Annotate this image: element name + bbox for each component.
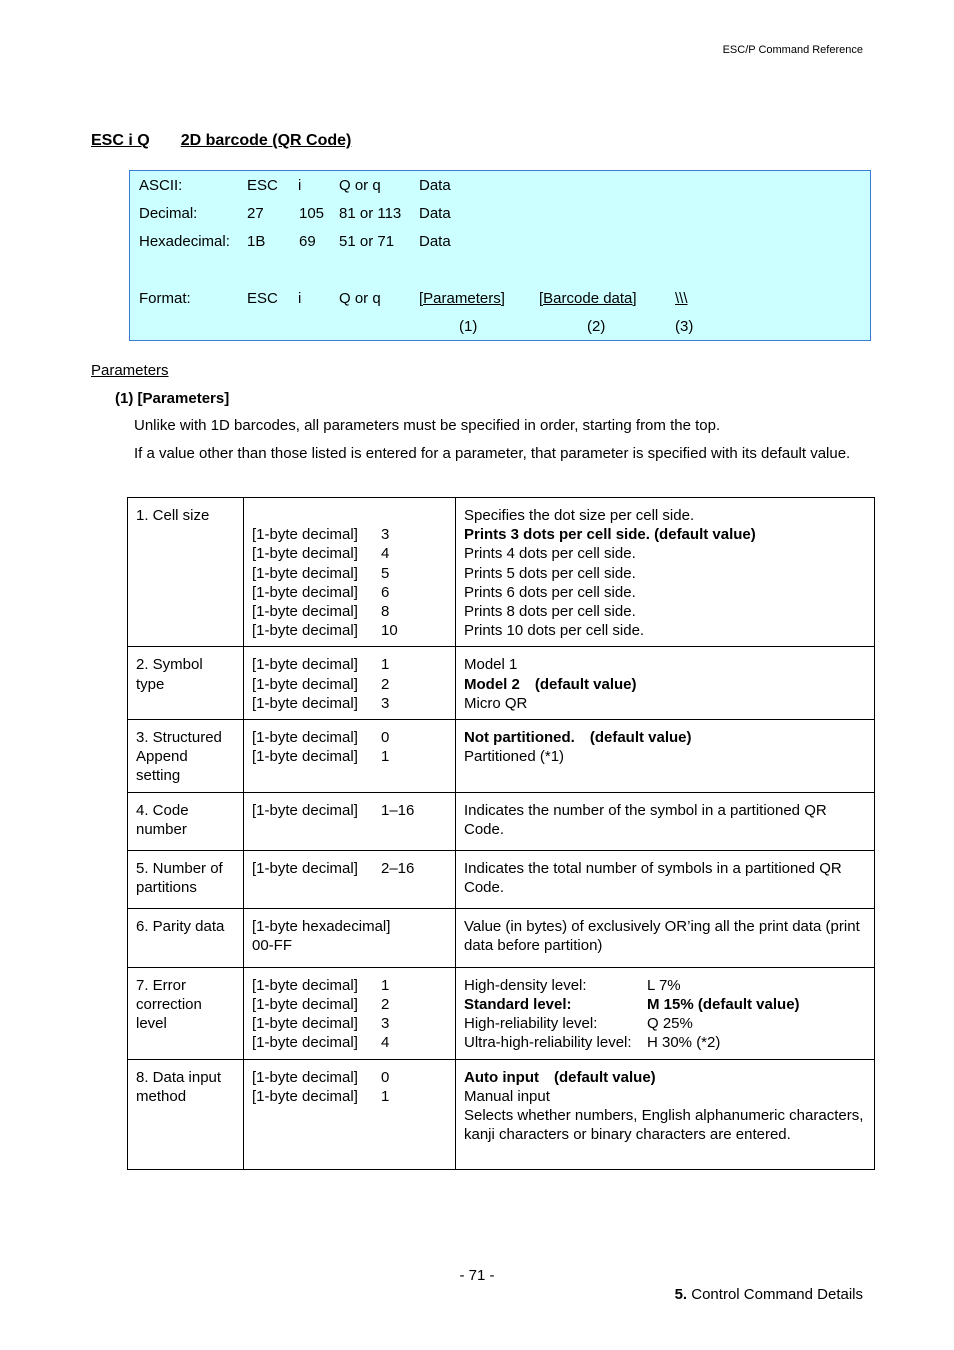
table-row: [128, 647, 875, 720]
format-note-1: (1): [459, 318, 478, 335]
decimal-label: Decimal:: [139, 205, 198, 222]
table-row: [128, 850, 875, 908]
param-name: 8. Data input method: [128, 1059, 244, 1169]
table-row: [128, 498, 875, 647]
param-values: [1-byte decimal] 1 [1-byte decimal] 2 [1-byte decimal] 3: [244, 647, 456, 720]
format-c2: i: [298, 290, 302, 307]
format-c1: ESC: [247, 290, 278, 307]
format-terminator: \\\: [675, 290, 688, 307]
command-syntax-box: [129, 170, 871, 341]
ascii-c4: Data: [419, 177, 451, 194]
param-name: 7. Error correction level: [128, 967, 244, 1059]
param-description: Auto input (default value) Manual input Selects whether numbers, English alphanumeric characters, kanji characters or binary characters are entered.: [456, 1059, 875, 1169]
format-note-2: (2): [587, 318, 606, 335]
param-values: [1-byte decimal] 3 [1-byte decimal] 4 [1-byte decimal] 5 [1-byte decimal] 6 [1-byte decimal] 8 [1-byte decimal] 10: [244, 498, 456, 647]
format-label: Format:: [139, 290, 191, 307]
table-row: [128, 720, 875, 793]
ascii-label: ASCII:: [139, 177, 183, 194]
title-name: 2D barcode (QR Code): [180, 132, 352, 149]
param-description: High-density level: L 7% Standard level: M 15% (default value) High-reliability level: Q 25% Ultra-high-reliability level: H 30% (*2): [456, 967, 875, 1059]
param-values: [1-byte decimal] 1–16: [244, 792, 456, 850]
param-values: [1-byte hexadecimal] 00-FF: [244, 908, 456, 967]
param-values: [1-byte decimal] 1 [1-byte decimal] 2 [1-byte decimal] 3 [1-byte decimal] 4: [244, 967, 456, 1059]
hex-c4: Data: [419, 233, 451, 250]
param-description: Specifies the dot size per cell side. Prints 3 dots per cell side. (default value) Prints 4 dots per cell side. Prints 5 dots per cell side. Prints 6 dots per cell side. Prints 8 dots per cell side. Prints 10 dots per cell side.: [456, 498, 875, 647]
running-header: ESC/P Command Reference: [722, 44, 863, 56]
table-row: [128, 1059, 875, 1169]
hex-label: Hexadecimal:: [139, 233, 230, 250]
param-values: [1-byte decimal] 2–16: [244, 850, 456, 908]
section-title: [91, 132, 351, 150]
ascii-c3: Q or q: [339, 177, 381, 194]
title-command: ESC i Q: [91, 132, 150, 149]
parameters-table: [127, 497, 875, 1170]
table-row: [128, 792, 875, 850]
decimal-c3: 81 or 113: [339, 205, 402, 222]
running-footer: 5. Control Command Details: [674, 1286, 863, 1303]
param-description: Value (in bytes) of exclusively OR’ing all the print data (print data before partition): [456, 908, 875, 967]
param-name: 6. Parity data: [128, 908, 244, 967]
param-name: 2. Symbol type: [128, 647, 244, 720]
decimal-c1: 27: [247, 205, 264, 222]
intro-paragraph-2: If a value other than those listed is entered for a parameter, that parameter is specified with its default value.: [134, 445, 851, 462]
decimal-c4: Data: [419, 205, 451, 222]
param-values: [1-byte decimal] 0 [1-byte decimal] 1: [244, 1059, 456, 1169]
param-name: 1. Cell size: [128, 498, 244, 647]
hex-c1: 1B: [247, 233, 266, 250]
parameters-heading: Parameters: [91, 362, 169, 379]
page-number: - 71 -: [459, 1267, 495, 1284]
param-description: Not partitioned. (default value) Partitioned (*1): [456, 720, 875, 793]
ascii-c2: i: [298, 177, 302, 194]
format-parameters: [Parameters]: [419, 290, 505, 307]
format-barcode-data: [Barcode data]: [539, 290, 637, 307]
param-description: Model 1 Model 2 (default value) Micro QR: [456, 647, 875, 720]
param-name: 3. Structured Append setting: [128, 720, 244, 793]
param-values: [1-byte decimal] 0 [1-byte decimal] 1: [244, 720, 456, 793]
table-row: [128, 967, 875, 1059]
intro-paragraph-1: Unlike with 1D barcodes, all parameters must be specified in order, starting from the top.: [134, 417, 721, 434]
parameters-subheading: (1) [Parameters]: [115, 390, 230, 407]
hex-c3: 51 or 71: [339, 233, 395, 250]
hex-c2: 69: [299, 233, 316, 250]
param-name: 5. Number of partitions: [128, 850, 244, 908]
format-note-3: (3): [675, 318, 694, 335]
param-description: Indicates the total number of symbols in a partitioned QR Code.: [456, 850, 875, 908]
format-c3: Q or q: [339, 290, 381, 307]
table-row: [128, 908, 875, 967]
ascii-c1: ESC: [247, 177, 278, 194]
param-name: 4. Code number: [128, 792, 244, 850]
param-description: Indicates the number of the symbol in a partitioned QR Code.: [456, 792, 875, 850]
decimal-c2: 105: [299, 205, 325, 222]
